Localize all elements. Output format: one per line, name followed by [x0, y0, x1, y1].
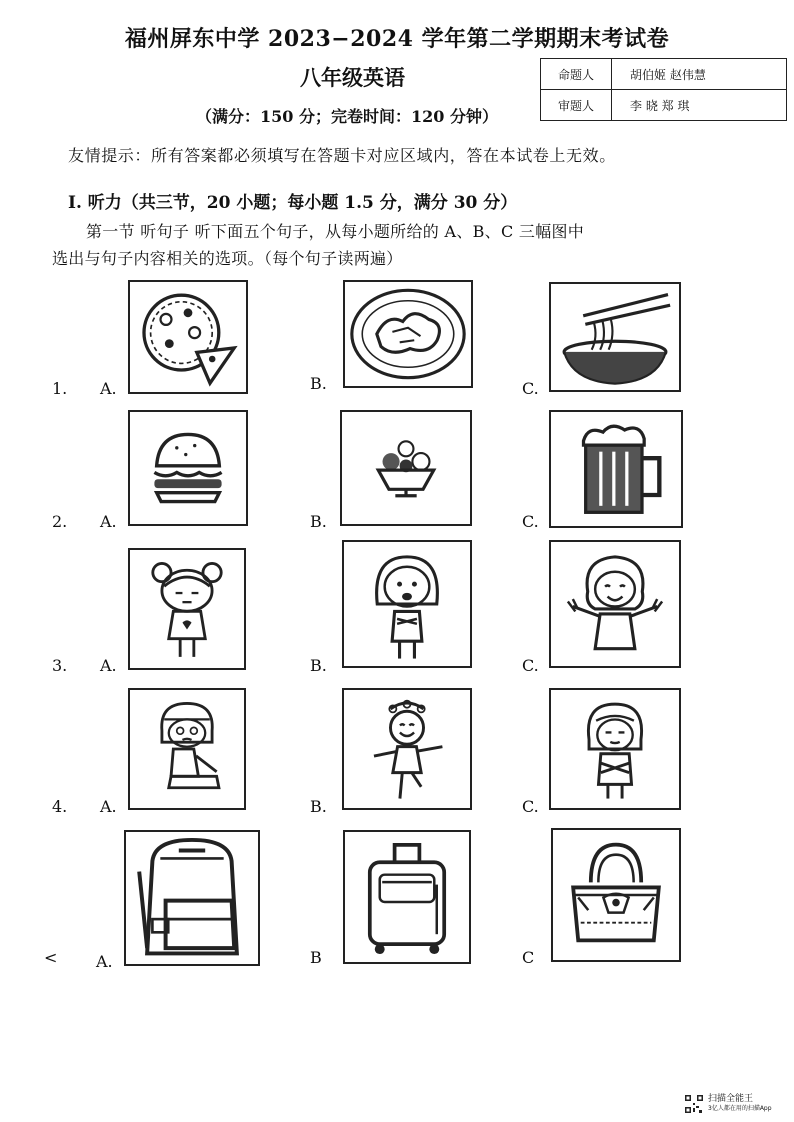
option-image-girl-curly[interactable] [549, 540, 681, 668]
staff-label: 命题人 [541, 59, 612, 90]
girl-bob-hair-icon [344, 542, 470, 666]
option-label: A. [100, 512, 117, 531]
scanner-label: 扫描全能王 [708, 1094, 754, 1104]
option-image-pizza[interactable] [128, 280, 248, 394]
scanner-sub: 3亿人都在用的扫描App [708, 1105, 772, 1112]
instruction-line-1: 第一节 听句子 听下面五个句子，从每小题所给的 A、B、C 三幅图中 [86, 222, 585, 241]
option-image-beer-mug[interactable] [549, 410, 683, 528]
option-label: C. [522, 656, 539, 675]
question-number: 2. [52, 512, 68, 531]
option-image-girl-bob[interactable] [342, 540, 472, 668]
option-label: B. [310, 797, 327, 816]
girl-arms-crossed-icon [551, 690, 679, 808]
girl-curly-hair-icon [551, 542, 679, 666]
option-label: C. [522, 512, 539, 531]
question-number: < [44, 948, 58, 967]
option-label: A. [96, 952, 113, 971]
qr-code-icon [684, 1094, 704, 1114]
option-label: B. [310, 374, 327, 393]
option-label: B [310, 948, 322, 967]
option-label: C. [522, 379, 539, 398]
option-image-hamburger[interactable] [128, 410, 248, 526]
section-heading: Ⅰ. 听力（共三节，20 小题；每小题 1.5 分，满分 30 分） [68, 193, 518, 213]
score-time-line: （满分：150 分；完卷时间：120 分钟） [196, 107, 498, 126]
instruction-line-2: 选出与句子内容相关的选项。（每个句子读两遍） [52, 249, 403, 268]
option-image-girl-pigtails[interactable] [128, 548, 246, 670]
exam-subtitle: 八年级英语 [300, 65, 405, 90]
option-image-noodles[interactable] [549, 282, 681, 392]
option-image-suitcase[interactable] [343, 830, 471, 964]
option-image-salad-plate[interactable] [343, 280, 473, 388]
backpack-icon [126, 832, 258, 964]
noodles-icon [551, 284, 679, 390]
option-image-girl-arms-crossed[interactable] [549, 688, 681, 810]
staff-row-setter [541, 59, 787, 90]
option-image-girl-sitting[interactable] [128, 688, 246, 810]
staff-names: 李 晓 郑 琪 [612, 90, 787, 121]
scanner-text [708, 1094, 772, 1114]
option-label: A. [100, 656, 117, 675]
question-number: 1. [52, 379, 68, 398]
option-label: C [522, 948, 535, 967]
option-image-backpack[interactable] [124, 830, 260, 966]
handbag-icon [553, 830, 679, 960]
option-label: A. [100, 379, 117, 398]
question-number: 4. [52, 797, 68, 816]
suitcase-icon [345, 832, 469, 962]
option-label: C. [522, 797, 539, 816]
girl-pigtails-icon [130, 550, 244, 668]
exam-title: 福州屏东中学 2023−2024 学年第二学期期末考试卷 [124, 26, 670, 52]
staff-names: 胡伯姬 赵伟慧 [612, 59, 787, 90]
staff-row-reviewer [541, 90, 787, 121]
girl-sitting-icon [130, 690, 244, 808]
notice-text: 友情提示：所有答案都必须填写在答题卡对应区域内，答在本试卷上无效。 [68, 146, 616, 165]
hamburger-icon [130, 412, 246, 524]
option-label: A. [100, 797, 117, 816]
pizza-icon [130, 282, 246, 392]
fruit-salad-bowl-icon [342, 412, 470, 524]
salad-plate-icon [345, 282, 471, 386]
option-label: B. [310, 512, 327, 531]
scanner-watermark [684, 1094, 772, 1114]
option-label: B. [310, 656, 327, 675]
beer-mug-icon [551, 412, 681, 526]
question-number: 3. [52, 656, 68, 675]
option-image-handbag[interactable] [551, 828, 681, 962]
option-image-girl-dancing[interactable] [342, 688, 472, 810]
staff-table [540, 58, 787, 121]
staff-label: 审题人 [541, 90, 612, 121]
option-image-fruit-salad[interactable] [340, 410, 472, 526]
girl-dancing-icon [344, 690, 470, 808]
